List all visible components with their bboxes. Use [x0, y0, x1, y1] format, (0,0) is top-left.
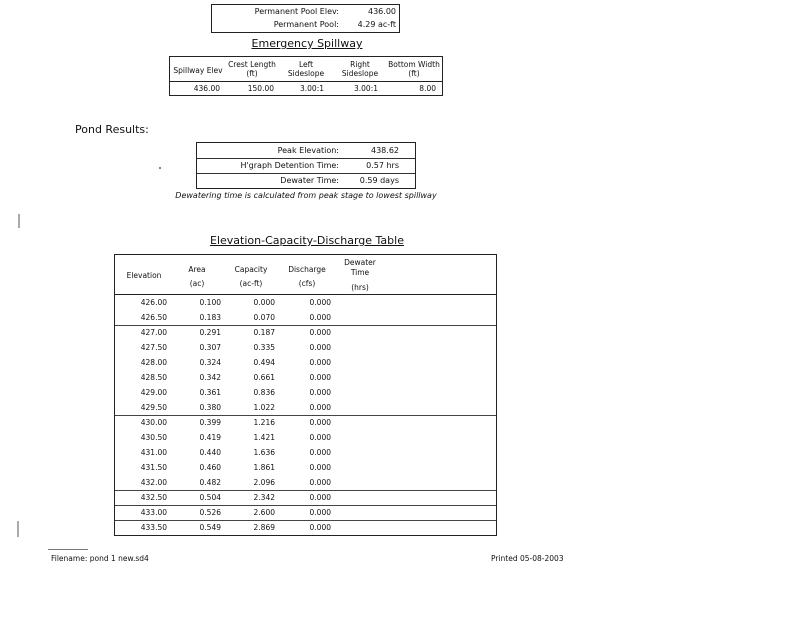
area-cell: 0.549 — [199, 523, 221, 532]
elevation-cell: 427.00 — [140, 328, 167, 337]
peak-elevation-value: 438.62 — [371, 146, 399, 155]
table-row — [115, 445, 496, 460]
capacity-cell: 1.216 — [253, 418, 275, 427]
table-row — [115, 385, 496, 400]
spillway-value-crest: 150.00 — [247, 84, 274, 93]
table-row — [115, 505, 496, 521]
pond-results-heading: Pond Results: — [75, 123, 149, 136]
scan-speck — [17, 521, 19, 537]
spillway-header-left: Left Sideslope — [287, 60, 325, 78]
elevation-cell: 429.50 — [140, 403, 167, 412]
discharge-cell: 0.000 — [309, 478, 331, 487]
discharge-cell: 0.000 — [309, 328, 331, 337]
discharge-cell: 0.000 — [309, 403, 331, 412]
area-cell: 0.440 — [199, 448, 221, 457]
area-cell: 0.419 — [199, 433, 221, 442]
capacity-cell: 1.636 — [253, 448, 275, 457]
spillway-divider — [170, 81, 442, 82]
table-row — [115, 310, 496, 326]
capacity-cell: 1.022 — [253, 403, 275, 412]
discharge-cell: 0.000 — [309, 463, 331, 472]
area-cell: 0.342 — [199, 373, 221, 382]
elevation-cell: 427.50 — [140, 343, 167, 352]
peak-elevation-label: Peak Elevation: — [277, 146, 339, 155]
elevation-cell: 426.00 — [140, 298, 167, 307]
spillway-value-left: 3.00:1 — [300, 84, 324, 93]
spillway-value-bottom: 8.00 — [419, 84, 436, 93]
spillway-header-bottom: Bottom Width (ft) — [388, 60, 440, 78]
permanent-pool-elev-label: Permanent Pool Elev: — [254, 7, 339, 16]
elevation-cell: 428.50 — [140, 373, 167, 382]
table-row — [115, 400, 496, 416]
discharge-cell: 0.000 — [309, 388, 331, 397]
discharge-cell: 0.000 — [309, 523, 331, 532]
elevation-cell: 426.50 — [140, 313, 167, 322]
ecd-header-capacity: Capacity — [234, 265, 268, 274]
dewater-time-value: 0.59 days — [359, 176, 399, 185]
spillway-header-crest: Crest Length (ft) — [228, 60, 276, 78]
area-cell: 0.361 — [199, 388, 221, 397]
ecd-header-dewater-unit: (hrs) — [351, 283, 369, 292]
elevation-cell: 431.00 — [140, 448, 167, 457]
discharge-cell: 0.000 — [309, 298, 331, 307]
scan-speck — [18, 214, 20, 228]
footer-filename: Filename: pond 1 new.sd4 — [51, 554, 149, 563]
permanent-pool-elev-value: 436.00 — [368, 7, 396, 16]
discharge-cell: 0.000 — [309, 433, 331, 442]
ecd-table-title: Elevation-Capacity-Discharge Table — [210, 234, 404, 247]
capacity-cell: 0.335 — [253, 343, 275, 352]
elevation-cell: 433.50 — [140, 523, 167, 532]
table-row — [115, 520, 496, 535]
elevation-cell: 432.00 — [140, 478, 167, 487]
ecd-header-capacity-unit: (ac-ft) — [239, 279, 263, 288]
capacity-cell: 1.861 — [253, 463, 275, 472]
spillway-header-right: Right Sideslope — [341, 60, 379, 78]
table-row — [115, 460, 496, 475]
detention-time-label: H'graph Detention Time: — [240, 161, 339, 170]
elevation-cell: 429.00 — [140, 388, 167, 397]
capacity-cell: 2.869 — [253, 523, 275, 532]
discharge-cell: 0.000 — [309, 508, 331, 517]
elevation-cell: 432.50 — [140, 493, 167, 502]
capacity-cell: 2.600 — [253, 508, 275, 517]
dewater-time-row — [197, 173, 415, 188]
capacity-cell: 0.187 — [253, 328, 275, 337]
capacity-cell: 0.070 — [253, 313, 275, 322]
discharge-cell: 0.000 — [309, 358, 331, 367]
area-cell: 0.460 — [199, 463, 221, 472]
spillway-header-elev: Spillway Elev — [173, 66, 223, 75]
permanent-pool-label: Permanent Pool: — [273, 20, 339, 29]
area-cell: 0.324 — [199, 358, 221, 367]
detention-time-value: 0.57 hrs — [366, 161, 399, 170]
dewatering-note: Dewatering time is calculated from peak stage to lowest spillway — [175, 191, 437, 200]
ecd-header-elevation: Elevation — [126, 271, 162, 280]
table-row — [115, 430, 496, 445]
permanent-pool-elev-row — [212, 5, 399, 18]
ecd-header-discharge: Discharge — [288, 265, 326, 274]
permanent-pool-row — [212, 18, 399, 31]
elevation-cell: 430.00 — [140, 418, 167, 427]
detention-time-row — [197, 158, 415, 174]
ecd-header-discharge-unit: (cfs) — [298, 279, 316, 288]
table-row — [115, 325, 496, 340]
ecd-table — [114, 254, 497, 536]
capacity-cell: 1.421 — [253, 433, 275, 442]
discharge-cell: 0.000 — [309, 418, 331, 427]
area-cell: 0.100 — [199, 298, 221, 307]
area-cell: 0.526 — [199, 508, 221, 517]
table-row — [115, 340, 496, 355]
capacity-cell: 2.342 — [253, 493, 275, 502]
table-row — [115, 475, 496, 491]
capacity-cell: 0.000 — [253, 298, 275, 307]
capacity-cell: 2.096 — [253, 478, 275, 487]
elevation-cell: 428.00 — [140, 358, 167, 367]
table-row — [115, 415, 496, 430]
capacity-cell: 0.661 — [253, 373, 275, 382]
elevation-cell: 433.00 — [140, 508, 167, 517]
dewater-time-label: Dewater Time: — [280, 176, 339, 185]
table-row — [115, 490, 496, 506]
discharge-cell: 0.000 — [309, 343, 331, 352]
ecd-header-area-unit: (ac) — [189, 279, 205, 288]
spillway-table — [169, 56, 443, 96]
permanent-pool-value: 4.29 ac-ft — [357, 20, 396, 29]
footer-rule — [48, 549, 88, 550]
area-cell: 0.183 — [199, 313, 221, 322]
scan-speck — [159, 167, 161, 169]
area-cell: 0.307 — [199, 343, 221, 352]
ecd-header-area: Area — [188, 265, 206, 274]
ecd-header-dewater: Dewater Time — [344, 258, 376, 277]
table-row — [115, 355, 496, 370]
spillway-value-elev: 436.00 — [193, 84, 220, 93]
table-row — [115, 295, 496, 310]
discharge-cell: 0.000 — [309, 493, 331, 502]
area-cell: 0.380 — [199, 403, 221, 412]
discharge-cell: 0.000 — [309, 373, 331, 382]
elevation-cell: 430.50 — [140, 433, 167, 442]
pond-results-box — [196, 142, 416, 189]
capacity-cell: 0.494 — [253, 358, 275, 367]
discharge-cell: 0.000 — [309, 448, 331, 457]
permanent-pool-box — [211, 4, 400, 33]
footer-printed-date: Printed 05-08-2003 — [491, 554, 564, 563]
discharge-cell: 0.000 — [309, 313, 331, 322]
capacity-cell: 0.836 — [253, 388, 275, 397]
area-cell: 0.399 — [199, 418, 221, 427]
area-cell: 0.504 — [199, 493, 221, 502]
area-cell: 0.482 — [199, 478, 221, 487]
table-row — [115, 370, 496, 385]
area-cell: 0.291 — [199, 328, 221, 337]
spillway-value-right: 3.00:1 — [354, 84, 378, 93]
peak-elevation-row — [197, 143, 415, 159]
spillway-title: Emergency Spillway — [251, 37, 363, 50]
elevation-cell: 431.50 — [140, 463, 167, 472]
